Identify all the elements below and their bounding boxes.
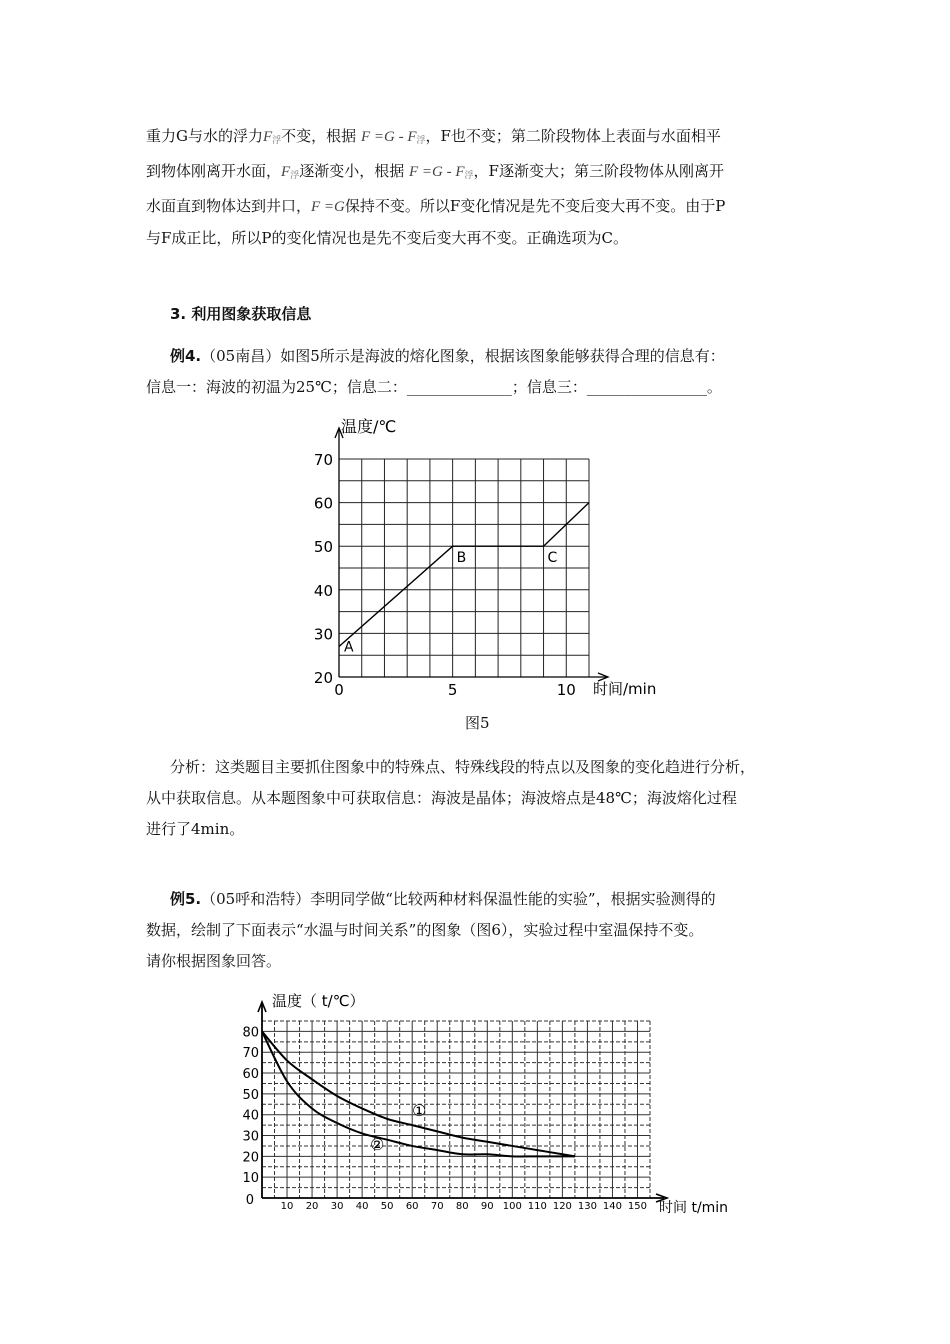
- y-tick-label: 20: [242, 1150, 259, 1166]
- point-label: B: [456, 550, 467, 567]
- analysis2-line-3: 进行了4min。: [146, 820, 245, 838]
- text-run: （05南昌）如图5所示是海波的熔化图象，根据该图象能够获得合理的信息有：: [201, 347, 725, 365]
- text-run: 不变，根据: [281, 127, 357, 145]
- y-tick-label: 70: [242, 1046, 259, 1062]
- text-run: ；信息三：: [511, 378, 587, 396]
- formula: F =G: [311, 199, 345, 215]
- section-heading: 3. 利用图象获取信息: [170, 305, 312, 323]
- text-run: 。: [706, 378, 722, 396]
- x-tick-label: 10: [280, 1201, 294, 1212]
- origin-label: 0: [245, 1193, 254, 1208]
- formula: $F =G - F_浮$: [409, 164, 474, 180]
- y-tick-label: 60: [242, 1067, 259, 1083]
- example5-line-2: 数据，绘制了下面表示“水温与时间关系”的图象（图6），实验过程中室温保持不变。: [146, 921, 704, 939]
- x-axis-label: 时间/min: [593, 680, 657, 698]
- y-tick-label: 20: [313, 669, 333, 687]
- y-tick-label: 30: [242, 1129, 259, 1145]
- analysis2-paragraph: [146, 752, 816, 845]
- y-tick-label: 30: [313, 625, 333, 644]
- formula: $F =G - F_浮$: [360, 129, 426, 145]
- y-tick-label: 60: [313, 494, 333, 513]
- text-run: 到物体刚离开水面，: [146, 162, 282, 180]
- x-axis-label: 时间 t/min: [659, 1200, 729, 1216]
- y-tick-label: 40: [313, 581, 333, 600]
- curve-2-label: ②: [370, 1135, 385, 1154]
- x-tick-label: 70: [430, 1201, 444, 1212]
- curve-1-label: ①: [412, 1101, 427, 1120]
- answer-blank-2[interactable]: ________________: [586, 378, 707, 396]
- x-tick-label: 60: [405, 1201, 419, 1212]
- point-label: A: [344, 639, 354, 656]
- analysis2-line-1: 分析：这类题目主要抓住图象中的特殊点、特殊线段的特点以及图象的变化趋进行分析，: [170, 758, 756, 776]
- text-run: 逐渐变小，根据: [299, 162, 405, 180]
- text-run: 信息一：海波的初温为25℃；信息二：: [146, 378, 407, 396]
- example-label: 例5.: [170, 890, 202, 908]
- buoyancy-symbol: $F_浮$: [262, 129, 282, 145]
- x-tick-label: 20: [305, 1201, 319, 1212]
- x-tick-label: 150: [627, 1201, 648, 1212]
- x-tick-label: 5: [447, 681, 458, 699]
- x-tick-label: 30: [330, 1201, 344, 1212]
- y-tick-label: 10: [242, 1171, 259, 1187]
- y-axis-label: 温度（ t/℃）: [272, 992, 365, 1010]
- y-tick-label: 50: [313, 538, 333, 557]
- example5-paragraph: [146, 884, 816, 977]
- x-tick-label: 10: [556, 681, 576, 699]
- y-tick-label: 40: [242, 1108, 259, 1124]
- x-tick-label: 120: [552, 1201, 572, 1212]
- analysis2-line-2: 从中获取信息。从本题图象中可获取信息：海波是晶体；海波熔点是48℃；海波熔化过程: [146, 789, 737, 807]
- text-run: 保持不变。所以F变化情况是先不变后变大再不变。由于P: [344, 197, 726, 215]
- x-tick-label: 50: [380, 1201, 394, 1212]
- y-axis-label: 温度/℃: [341, 417, 397, 436]
- example-label: 例4.: [170, 347, 202, 365]
- point-label: C: [547, 550, 558, 567]
- y-tick-label: 80: [242, 1025, 259, 1041]
- x-tick-label: 90: [480, 1201, 494, 1212]
- example5-line-3: 请你根据图象回答。: [146, 952, 282, 970]
- text-run: ，F也不变；第二阶段物体上表面与水面相平: [425, 127, 721, 145]
- text-run: （05呼和浩特）李明同学做“比较两种材料保温性能的实验”，根据实验测得的: [201, 890, 716, 908]
- figure-caption: 图5: [465, 714, 490, 732]
- text-run: ，F逐渐变大；第三阶段物体从刚离开: [473, 162, 724, 180]
- x-tick-label: 0: [334, 681, 344, 699]
- x-tick-label: 100: [502, 1201, 522, 1212]
- x-tick-label: 140: [602, 1201, 622, 1212]
- analysis-line-4: 与F成正比，所以P的变化情况也是先不变后变大再不变。正确选项为C。: [146, 229, 628, 247]
- x-tick-label: 40: [355, 1201, 369, 1212]
- y-tick-label: 70: [313, 451, 333, 469]
- x-tick-label: 110: [527, 1201, 547, 1212]
- buoyancy-symbol: $F_浮$: [281, 164, 300, 180]
- text-run: 重力G与水的浮力: [146, 127, 263, 145]
- example5-line-1: [146, 884, 816, 915]
- answer-blank-1[interactable]: ______________: [406, 378, 512, 396]
- x-tick-label: 80: [455, 1201, 469, 1212]
- x-tick-label: 130: [577, 1201, 597, 1212]
- y-tick-label: 50: [242, 1087, 259, 1103]
- text-run: 水面直到物体达到井口，: [146, 197, 312, 215]
